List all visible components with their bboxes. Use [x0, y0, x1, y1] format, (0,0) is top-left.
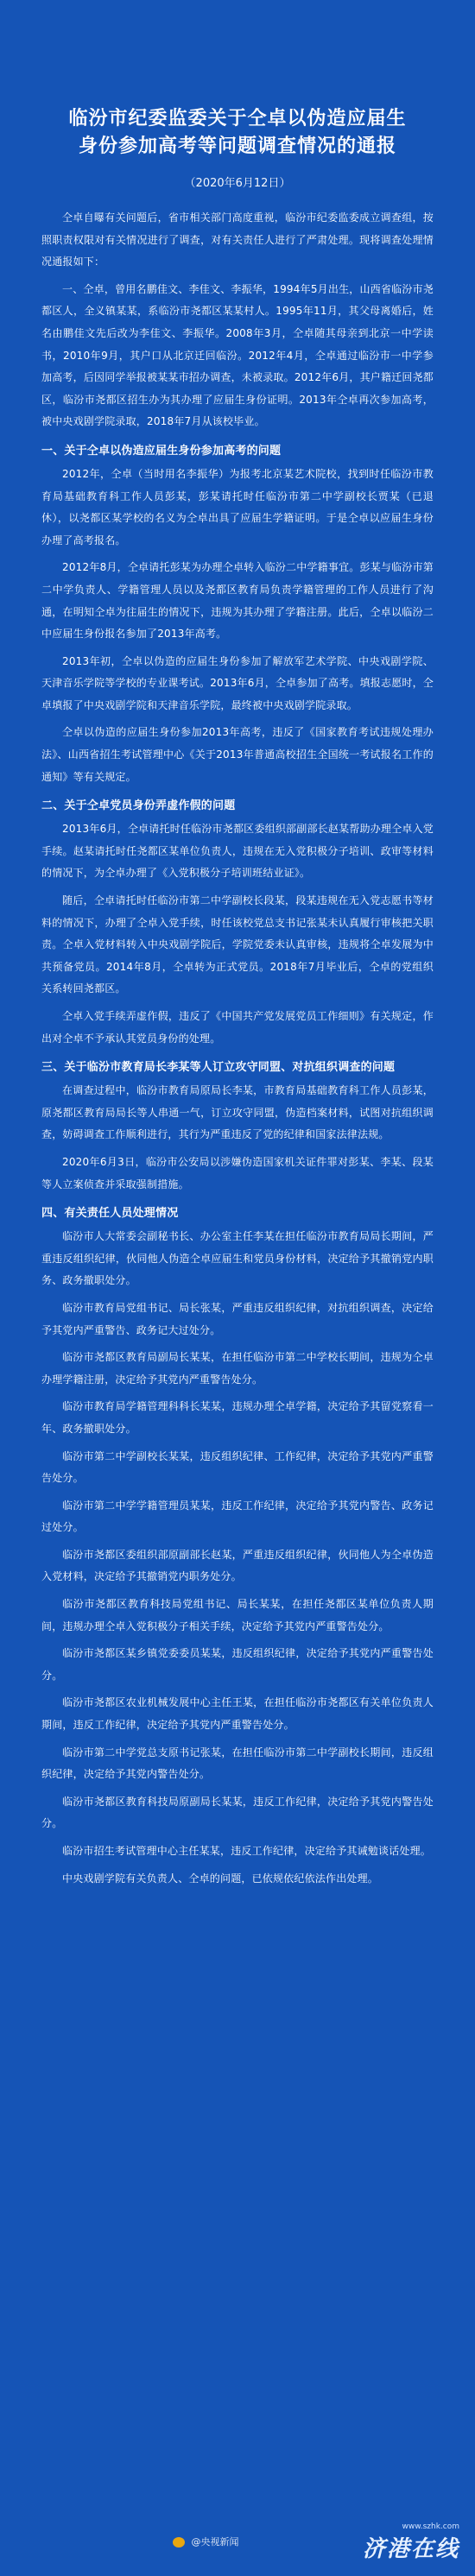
section-4-paragraph: 中央戏剧学院有关负责人、仝卓的问题，已依规依纪依法作出处理。 — [62, 1872, 379, 1885]
section-2-paragraph: 仝卓入党手续弄虚作假，违反了《中国共产党发展党员工作细则》有关规定，作出对仝卓不予承认其党员身份的处理。 — [41, 1010, 434, 1045]
section-4-paragraph: 临汾市招生考试管理中心主任某某，违反工作纪律，决定给予其诫勉谈话处理。 — [62, 1845, 432, 1857]
section-1-paragraph: 2012年，仝卓（当时用名李振华）为报考北京某艺术院校，找到时任临汾市教育局基础教育科工作人员彭某，彭某请托时任临汾市第二中学副校长贾某（已退休），以尧都区某学校的名义为仝卓出具了应届生学籍证明。于是仝卓以应届生身份办理了高考报名。 — [41, 467, 434, 546]
section-4-paragraph: 临汾市尧都区农业机械发展中心主任王某，在担任临汾市尧都区有关单位负责人期间，违反工作纪律，决定给予其党内严重警告处分。 — [41, 1696, 434, 1732]
site-logo — [363, 2522, 459, 2563]
section-4-paragraph: 临汾市尧都区教育局副局长某某，在担任临汾市第二中学校长期间，违规为仝卓办理学籍注册，决定给予其党内严重警告处分。 — [41, 1351, 434, 1386]
section-4-paragraph: 临汾市尧都区教育科技局党组书记、局长某某，在担任尧都区某单位负责人期间，违规办理仝卓入党积极分子相关手续，决定给予其党内严重警告处分。 — [41, 1598, 434, 1632]
intro-paragraph-2: 一、仝卓，曾用名鹏佳文、李佳文、李振华，1994年5月出生，山西省临汾市尧都区人，全义镇某某，系临汾市尧都区某某村人。1995年11月，其父母离婚后，姓名由鹏佳文先后改为李佳文、李振华。2008年3月，仝卓随其母亲到北京一中学读书，2010年9月，其户口从北京迁回临汾。2012年4月，仝卓通过临汾市一中学参加高考，后因同学举报被某某市招办调查，未被录取。2012年6月，其户籍迁回尧都区，临汾市尧都区招生办为其办理了应届生身份证明。2013年仝卓再次参加高考，被中央戏剧学院录取，2018年7月从该校毕业。 — [41, 282, 434, 428]
section-4-paragraph: 临汾市尧都区某乡镇党委委员某某，违反组织纪律，决定给予其党内严重警告处分。 — [41, 1647, 434, 1682]
section-3-heading: 三、关于临汾市教育局长李某等人订立攻守同盟、对抗组织调查的问题 — [41, 1061, 396, 1075]
logo-text: 济港在线 — [362, 2536, 459, 2562]
section-4-paragraph: 临汾市尧都区委组织部原副部长赵某，严重违反组织纪律，伙同他人为仝卓伪造入党材料，决定给予其撤销党内职务处分。 — [41, 1548, 434, 1583]
section-4-paragraph: 临汾市教育局学籍管理科科长某某，违规办理仝卓学籍，决定给予其留党察看一年、政务撤职处分。 — [41, 1400, 434, 1435]
document-title — [35, 105, 440, 161]
section-1-paragraph: 仝卓以伪造的应届生身份参加2013年高考，违反了《国家教育考试违规处理办法》、山西省招生考试管理中心《关于2013年普通高校招生全国统一考试报名工作的通知》等有关规定。 — [41, 726, 434, 783]
section-4-paragraph: 临汾市人大常委会副秘书长、办公室主任李某在担任临汾市教育局局长期间，严重违反组织纪律，伙同他人伪造仝卓应届生和党员身份材料，决定给予其撤销党内职务、政务撤职处分。 — [41, 1230, 434, 1287]
section-3-paragraph: 在调查过程中，临汾市教育局原局长李某，市教育局基础教育科工作人员彭某，原尧都区教育局局长等人串通一气，订立攻守同盟，伪造档案材料，试图对抗组织调查，妨碍调查工作顺利进行，其行为严重违反了党的纪律和国家法律法规。 — [41, 1084, 434, 1141]
document-body — [41, 207, 434, 1895]
title-line-1: 临汾市纪委监委关于仝卓以伪造应届生 — [68, 108, 407, 129]
source-text: @央视新闻 — [191, 2536, 239, 2548]
intro-paragraph-1: 仝卓自曝有关问题后，省市相关部门高度重视，临汾市纪委监委成立调查组，按照职责权限对有关情况进行了调查，对有关责任人进行了严肃处理。现将调查处理情况通报如下： — [41, 212, 434, 268]
source-watermark — [173, 2536, 239, 2548]
section-2-paragraph: 随后，仝卓请托时任临汾市第二中学副校长段某，段某违规在无入党志愿书等材料的情况下，办理了仝卓入党手续，时任该校党总支书记张某未认真履行审核把关职责。仝卓入党材料转入中央戏剧学院后，学院党委未认真审核，违规将仝卓发展为中共预备党员。2014年8月，仝卓转为正式党员。2018年7月毕业后，仝卓的党组织关系转回尧都区。 — [41, 894, 434, 995]
section-4-paragraph: 临汾市教育局党组书记、局长张某，严重违反组织纪律，对抗组织调查，决定给予其党内严重警告、政务记大过处分。 — [41, 1301, 434, 1336]
section-4-paragraph: 临汾市第二中学党总支原书记张某，在担任临汾市第二中学副校长期间，违反组织纪律，决定给予其党内警告处分。 — [41, 1746, 434, 1781]
section-4-heading: 四、有关责任人员处理情况 — [41, 1207, 179, 1221]
weibo-icon — [173, 2537, 185, 2548]
title-line-2: 身份参加高考等问题调查情况的通报 — [78, 136, 396, 157]
section-2-paragraph: 2013年6月，仝卓请托时任临汾市尧都区委组织部副部长赵某帮助办理仝卓入党手续。赵某请托时任尧都区某单位负责人，违规在无入党积极分子培训、政审等材料的情况下，为仝卓办理了《入党积极分子培训班结业证》。 — [41, 823, 434, 880]
section-1-paragraph: 2012年8月，仝卓请托彭某为办理仝卓转入临汾二中学籍事宜。彭某与临汾市第二中学负责人、学籍管理人员以及尧都区教育局负责学籍管理的工作人员进行了沟通，在明知仝卓为往届生的情况下，违规为其办理了学籍注册。此后，仝卓以临汾二中应届生身份报名参加了2013年高考。 — [41, 561, 434, 641]
section-1-heading: 一、关于仝卓以伪造应届生身份参加高考的问题 — [41, 444, 282, 458]
section-3-paragraph: 2020年6月3日，临汾市公安局以涉嫌伪造国家机关证件罪对彭某、李某、段某等人立案侦查并采取强制措施。 — [41, 1155, 434, 1190]
section-2-heading: 二、关于仝卓党员身份弄虚作假的问题 — [41, 799, 236, 813]
section-4-paragraph: 临汾市尧都区教育科技局原副局长某某，违反工作纪律，决定给予其党内警告处分。 — [41, 1795, 434, 1830]
section-4-paragraph: 临汾市第二中学副校长某某，违反组织纪律、工作纪律，决定给予其党内严重警告处分。 — [41, 1449, 434, 1485]
logo-url: www.szhk.com — [402, 2522, 459, 2531]
document-date: （2020年6月12日） — [184, 177, 291, 190]
section-1-paragraph: 2013年初，仝卓以伪造的应届生身份参加了解放军艺术学院、中央戏剧学院、天津音乐学院等学校的专业课考试。2013年6月，仝卓参加了高考。填报志愿时，仝卓填报了中央戏剧学院和天津音乐学院，最终被中央戏剧学院录取。 — [41, 654, 434, 711]
section-4-paragraph: 临汾市第二中学学籍管理员某某，违反工作纪律，决定给予其党内警告、政务记过处分。 — [41, 1499, 434, 1534]
